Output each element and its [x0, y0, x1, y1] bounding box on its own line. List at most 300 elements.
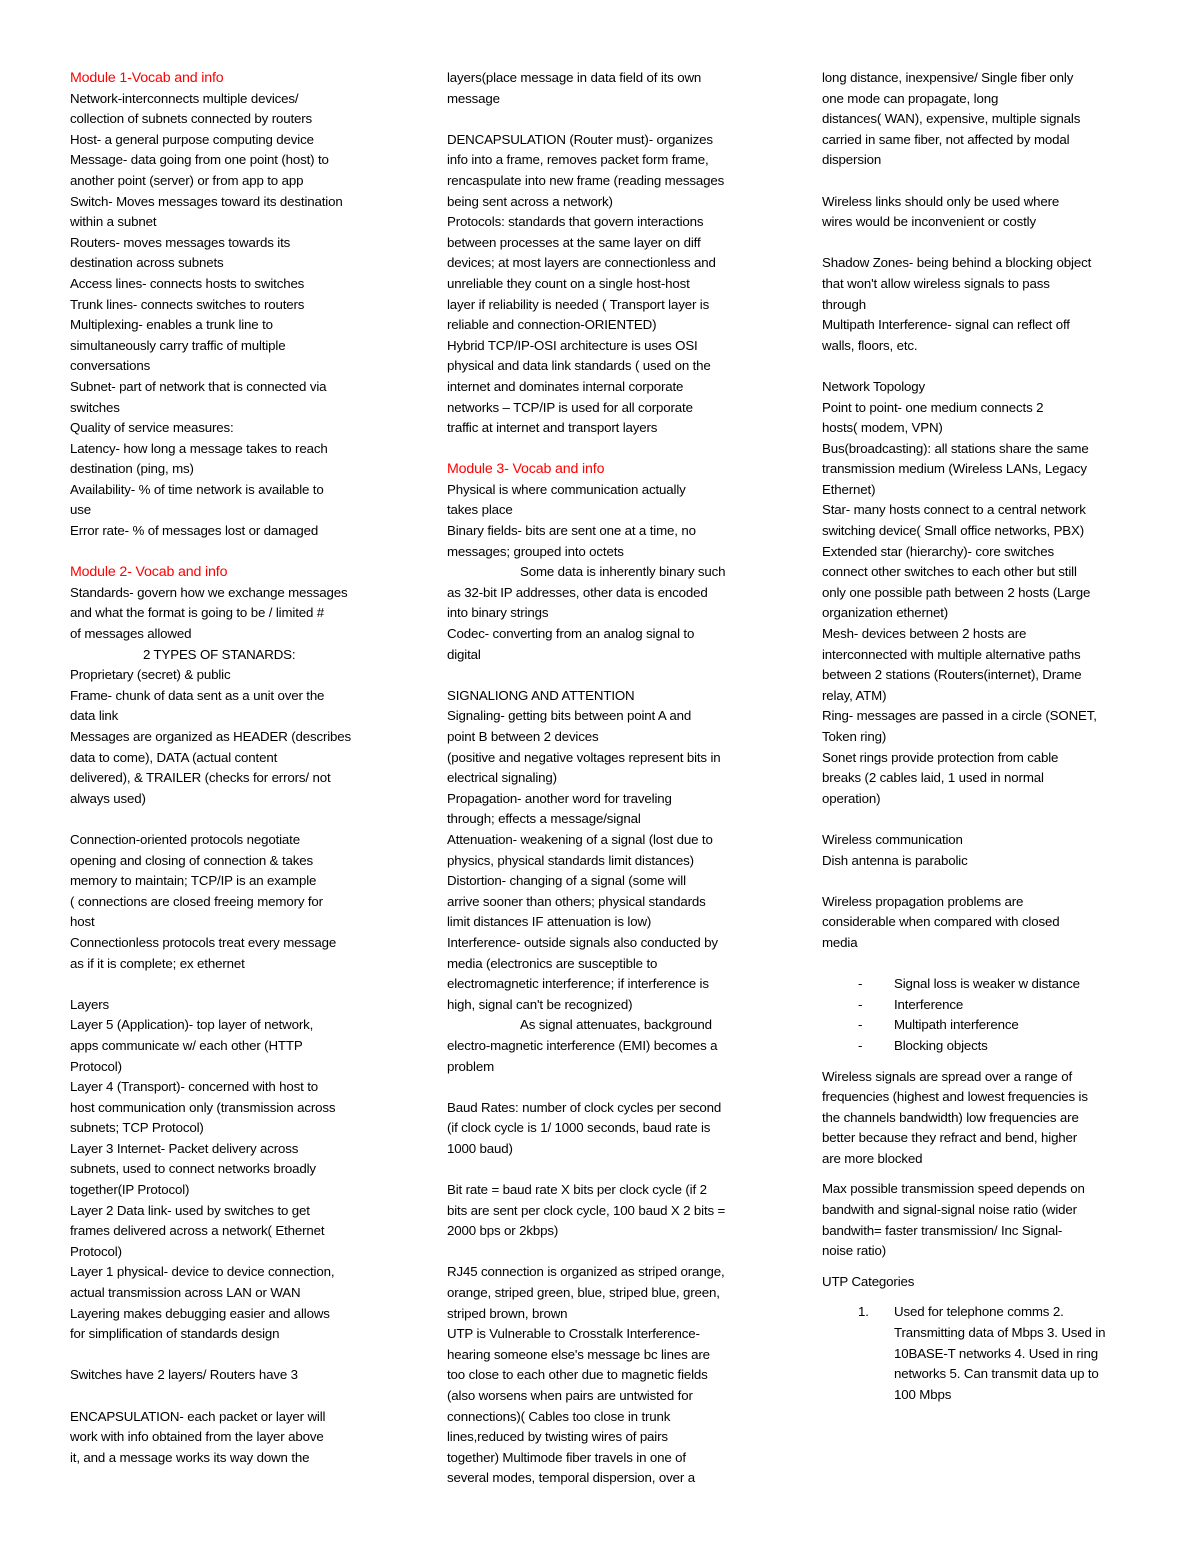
line-text: actual transmission across LAN or WAN	[70, 1285, 301, 1301]
line-text: Frame- chunk of data sent as a unit over the	[70, 687, 325, 703]
text-line	[70, 1159, 390, 1180]
line-text: apps communicate w/ each other (HTTP	[70, 1037, 303, 1053]
line-text: As signal attenuates, background	[520, 1017, 712, 1033]
line-text: Protocols: standards that govern interactions	[447, 214, 704, 230]
text-line	[447, 500, 777, 521]
line-text: host communication only (transmission across	[70, 1099, 336, 1115]
text-line	[822, 1087, 1140, 1108]
line-text: it, and a message works its way down the	[70, 1449, 310, 1465]
text-line	[447, 253, 777, 274]
text-line	[822, 1241, 1140, 1262]
spacer	[822, 954, 1140, 975]
spacer	[70, 542, 390, 563]
line-text: Max possible transmission speed depends on	[822, 1181, 1085, 1197]
line-text: within a subnet	[70, 214, 157, 230]
list-marker: -	[858, 976, 863, 992]
line-text: electromagnetic interference; if interference is	[447, 976, 709, 992]
text-line	[70, 1098, 390, 1119]
text-line	[822, 398, 1140, 419]
line-text: another point (server) or from app to app	[70, 172, 304, 188]
text-line	[70, 459, 390, 480]
line-text: Layer 2 Data link- used by switches to get	[70, 1202, 310, 1218]
line-text: reliable and connection-ORIENTED)	[447, 317, 657, 333]
spacer	[822, 871, 1140, 892]
line-text: opening and closing of connection & takes	[70, 852, 313, 868]
text-line	[70, 315, 390, 336]
line-text: striped brown, brown	[447, 1305, 568, 1321]
text-line	[447, 1324, 777, 1345]
line-text: Ring- messages are passed in a circle (SONET,	[822, 708, 1097, 724]
text-line	[447, 1427, 777, 1448]
line-text: Subnet- part of network that is connected via	[70, 378, 327, 394]
text-line	[822, 253, 1140, 274]
text-line	[447, 150, 777, 171]
line-text: unreliable they count on a single host-host	[447, 275, 690, 291]
column-right	[822, 68, 1140, 1405]
text-line	[822, 912, 1140, 933]
text-line	[447, 748, 777, 769]
line-text: Layer 4 (Transport)- concerned with host to	[70, 1079, 319, 1095]
text-line	[447, 377, 777, 398]
text-line	[822, 480, 1140, 501]
line-text: together(IP Protocol)	[70, 1182, 190, 1198]
text-line	[822, 1149, 1140, 1170]
line-text: Layering makes debugging easier and allows	[70, 1305, 330, 1321]
text-line	[70, 274, 390, 295]
line-text: (if clock cycle is 1/ 1000 seconds, baud rate is	[447, 1120, 711, 1136]
text-line	[70, 356, 390, 377]
text-line	[70, 1221, 390, 1242]
line-text: frequencies (highest and lowest frequencies is	[822, 1089, 1088, 1105]
line-text: Protocol)	[70, 1243, 122, 1259]
line-text: several modes, temporal dispersion, over a	[447, 1470, 695, 1486]
text-line	[70, 1036, 390, 1057]
text-line	[447, 974, 777, 995]
text-line	[70, 768, 390, 789]
text-line	[70, 109, 390, 130]
line-text: Wireless communication	[822, 831, 963, 847]
line-text: Host- a general purpose computing device	[70, 131, 314, 147]
line-text: considerable when compared with closed	[822, 914, 1060, 930]
text-line	[447, 1118, 777, 1139]
line-text: Ethernet)	[822, 481, 876, 497]
line-text: physical and data link standards ( used on the	[447, 358, 711, 374]
line-text: Wireless signals are spread over a range of	[822, 1068, 1073, 1084]
text-line	[822, 851, 1140, 872]
line-text: Multipath Interference- signal can reflect off	[822, 317, 1070, 333]
text-line	[822, 459, 1140, 480]
line-text: into binary strings	[447, 605, 549, 621]
bullet-item	[822, 1015, 1140, 1036]
text-line	[70, 1180, 390, 1201]
text-line	[447, 1015, 777, 1036]
text-line	[447, 521, 777, 542]
text-line	[822, 603, 1140, 624]
spacer	[822, 171, 1140, 192]
line-text: only one possible path between 2 hosts (Large	[822, 584, 1091, 600]
text-line	[447, 706, 777, 727]
line-text: host	[70, 914, 95, 930]
text-line	[447, 1468, 777, 1489]
text-line	[822, 1221, 1140, 1242]
line-text: (also worsens when pairs are untwisted for	[447, 1388, 693, 1403]
line-text: data to come), DATA (actual content	[70, 749, 278, 765]
text-line	[447, 768, 777, 789]
line-text: Physical is where communication actually	[447, 481, 686, 497]
line-text: collection of subnets connected by routers	[70, 111, 313, 127]
text-line	[822, 583, 1140, 604]
text-line	[70, 748, 390, 769]
text-line	[447, 1448, 777, 1469]
text-line	[70, 336, 390, 357]
line-text: through; effects a message/signal	[447, 811, 641, 827]
text-line	[447, 315, 777, 336]
text-line	[822, 336, 1140, 357]
line-text: Layer 3 Internet- Packet delivery across	[70, 1140, 299, 1156]
text-line	[70, 789, 390, 810]
line-text: Error rate- % of messages lost or damaged	[70, 523, 319, 539]
text-line	[822, 439, 1140, 460]
line-text: work with info obtained from the layer above	[70, 1429, 324, 1445]
line-text: Extended star (hierarchy)- core switches	[822, 543, 1054, 559]
text-line	[70, 1077, 390, 1098]
text-line	[822, 1108, 1140, 1129]
line-text: info into a frame, removes packet form frame,	[447, 152, 709, 168]
spacer	[447, 1077, 777, 1098]
line-text: Switches have 2 layers/ Routers have 3	[70, 1367, 298, 1383]
text-line	[447, 1386, 777, 1407]
line-text: delivered), & TRAILER (checks for errors/ not	[70, 770, 331, 786]
line-text: Some data is inherently binary such	[520, 564, 726, 580]
text-line	[447, 274, 777, 295]
text-line	[447, 727, 777, 748]
text-line	[70, 1448, 390, 1469]
line-text: together) Multimode fiber travels in one of	[447, 1449, 686, 1465]
text-line	[822, 500, 1140, 521]
text-line	[822, 1179, 1140, 1200]
text-line	[70, 892, 390, 913]
line-text: takes place	[447, 502, 513, 518]
text-line	[447, 542, 777, 563]
line-text: bits are sent per clock cycle, 100 baud X 2 bits =	[447, 1202, 726, 1218]
text-line	[70, 1057, 390, 1078]
spacer	[822, 1262, 1140, 1272]
text-line	[822, 418, 1140, 439]
line-text: 100 Mbps	[894, 1386, 952, 1402]
line-text: Wireless propagation problems are	[822, 893, 1024, 909]
text-line	[822, 89, 1140, 110]
line-text: Routers- moves messages towards its	[70, 234, 291, 250]
text-line	[70, 830, 390, 851]
line-text: Point to point- one medium connects 2	[822, 399, 1044, 415]
line-text: Propagation- another word for traveling	[447, 790, 672, 806]
text-line	[447, 871, 777, 892]
text-line	[70, 1407, 390, 1428]
line-text: ENCAPSULATION- each packet or layer will	[70, 1408, 326, 1424]
text-line	[70, 1015, 390, 1036]
section-heading	[70, 68, 390, 89]
line-text: Quality of service measures:	[70, 420, 234, 436]
text-line	[70, 871, 390, 892]
line-text: Interference	[894, 996, 964, 1012]
line-text: breaks (2 cables laid, 1 used in normal	[822, 770, 1044, 786]
text-line	[70, 233, 390, 254]
text-line	[447, 171, 777, 192]
text-line	[822, 1200, 1140, 1221]
line-text: too close to each other due to magnetic fields	[447, 1367, 708, 1383]
line-text: networks – TCP/IP is used for all corporate	[447, 399, 693, 415]
line-text: Multipath interference	[894, 1017, 1019, 1033]
spacer	[822, 1292, 1140, 1302]
text-line	[447, 295, 777, 316]
line-text: destination (ping, ms)	[70, 461, 194, 477]
text-line	[70, 954, 390, 975]
line-text: 1000 baud)	[447, 1140, 513, 1156]
line-text: frames delivered across a network( Ethernet	[70, 1223, 325, 1239]
line-text: Module 2- Vocab and info	[70, 564, 228, 581]
text-line	[447, 1283, 777, 1304]
line-text: Layer 1 physical- device to device connection,	[70, 1264, 335, 1280]
line-text: noise ratio)	[822, 1243, 886, 1259]
line-text: operation)	[822, 790, 881, 806]
line-text: (positive and negative voltages represent bits in	[447, 749, 721, 765]
text-line	[822, 1128, 1140, 1149]
line-text: of messages allowed	[70, 626, 192, 642]
text-line	[447, 1201, 777, 1222]
line-text: Access lines- connects hosts to switches	[70, 275, 305, 291]
text-line	[822, 686, 1140, 707]
text-line	[822, 1323, 1140, 1344]
line-text: UTP Categories	[822, 1273, 915, 1289]
text-line	[822, 1344, 1140, 1365]
text-line	[70, 645, 390, 666]
line-text: Wireless links should only be used where	[822, 193, 1060, 209]
line-text: Module 3- Vocab and info	[447, 461, 605, 478]
line-text: between 2 stations (Routers(internet), Drame	[822, 667, 1082, 683]
spacer	[447, 109, 777, 130]
line-text: layers(place message in data field of its own	[447, 70, 702, 85]
line-text: Latency- how long a message takes to reach	[70, 440, 328, 456]
line-text: Signal loss is weaker w distance	[894, 976, 1080, 992]
text-line	[822, 665, 1140, 686]
text-line	[822, 562, 1140, 583]
line-text: Star- many hosts connect to a central network	[822, 502, 1086, 518]
line-text: internet and dominates internal corporate	[447, 378, 684, 394]
text-line	[822, 830, 1140, 851]
line-text: lines,reduced by twisting wires of pairs	[447, 1429, 668, 1445]
line-text: interconnected with multiple alternative paths	[822, 646, 1081, 662]
text-line	[447, 480, 777, 501]
text-line	[447, 1036, 777, 1057]
text-line	[822, 1364, 1140, 1385]
line-text: better because they refract and bend, higher	[822, 1130, 1078, 1146]
line-text: between processes at the same layer on diff	[447, 234, 701, 250]
text-line	[70, 1365, 390, 1386]
line-text: being sent across a network)	[447, 193, 613, 209]
text-line	[447, 1345, 777, 1366]
line-text: rencaspulate into new frame (reading messages	[447, 172, 725, 188]
text-line	[70, 1118, 390, 1139]
section-heading	[70, 562, 390, 583]
text-line	[447, 851, 777, 872]
line-text: electro-magnetic interference (EMI) becomes a	[447, 1037, 718, 1053]
line-text: distances( WAN), expensive, multiple signals	[822, 111, 1081, 127]
line-text: through	[822, 296, 867, 312]
line-text: problem	[447, 1058, 494, 1074]
line-text: Signaling- getting bits between point A and	[447, 708, 692, 724]
line-text: message	[447, 90, 500, 106]
text-line	[822, 1272, 1140, 1293]
line-text: use	[70, 502, 91, 518]
text-line	[70, 171, 390, 192]
line-text: conversations	[70, 358, 151, 374]
bullet-item	[822, 1036, 1140, 1057]
text-line	[70, 521, 390, 542]
line-text: Multiplexing- enables a trunk line to	[70, 317, 273, 333]
text-line	[70, 912, 390, 933]
text-line	[447, 130, 777, 151]
text-line	[70, 933, 390, 954]
text-line	[447, 233, 777, 254]
line-text: messages; grouped into octets	[447, 543, 624, 559]
line-text: 2000 bps or 2kbps)	[447, 1223, 559, 1239]
line-text: bandwith= faster transmission/ Inc Signal-	[822, 1222, 1063, 1238]
line-text: media	[822, 934, 858, 950]
line-text: RJ45 connection is organized as striped orange,	[447, 1264, 725, 1280]
text-line	[70, 1304, 390, 1325]
text-line	[822, 789, 1140, 810]
bullet-item	[822, 995, 1140, 1016]
text-line	[822, 377, 1140, 398]
line-text: and what the format is going to be / limited #	[70, 605, 325, 621]
text-line	[70, 1283, 390, 1304]
line-text: Layer 5 (Application)- top layer of network,	[70, 1017, 314, 1033]
text-line	[447, 583, 777, 604]
text-line	[70, 665, 390, 686]
line-text: Layers	[70, 996, 110, 1012]
text-line	[70, 150, 390, 171]
line-text: walls, floors, etc.	[822, 337, 918, 353]
text-line	[822, 192, 1140, 213]
line-text: Binary fields- bits are sent one at a time, no	[447, 523, 696, 539]
text-line	[70, 1139, 390, 1160]
line-text: relay, ATM)	[822, 687, 887, 703]
text-line	[447, 830, 777, 851]
line-text: point B between 2 devices	[447, 729, 599, 744]
text-line	[70, 583, 390, 604]
text-line	[70, 995, 390, 1016]
text-line	[447, 192, 777, 213]
line-text: that won't allow wireless signals to pass	[822, 275, 1050, 291]
text-line	[447, 603, 777, 624]
line-text: Trunk lines- connects switches to routers	[70, 296, 305, 312]
column-middle	[447, 68, 777, 1489]
line-text: subnets; TCP Protocol)	[70, 1120, 204, 1136]
spacer	[447, 1242, 777, 1263]
line-text: Connection-oriented protocols negotiate	[70, 831, 300, 847]
line-text: 2 TYPES OF STANARDS:	[143, 646, 296, 662]
text-line	[70, 1262, 390, 1283]
line-text: devices; at most layers are connectionless and	[447, 255, 716, 271]
line-text: bandwith and signal-signal noise ratio (wider	[822, 1202, 1077, 1218]
line-text: always used)	[70, 790, 146, 806]
text-line	[822, 706, 1140, 727]
line-text: Baud Rates: number of clock cycles per second	[447, 1099, 722, 1115]
text-line	[70, 1201, 390, 1222]
text-line	[70, 500, 390, 521]
line-text: simultaneously carry traffic of multiple	[70, 337, 286, 353]
spacer	[447, 665, 777, 686]
text-line	[822, 892, 1140, 913]
text-line	[822, 150, 1140, 171]
spacer	[70, 809, 390, 830]
line-text: networks 5. Can transmit data up to	[894, 1366, 1099, 1382]
text-line	[70, 418, 390, 439]
text-line	[822, 315, 1140, 336]
text-line	[822, 212, 1140, 233]
text-line	[447, 892, 777, 913]
line-text: UTP is Vulnerable to Crosstalk Interference-	[447, 1326, 700, 1342]
text-line	[447, 933, 777, 954]
text-line	[447, 1365, 777, 1386]
spacer	[70, 1345, 390, 1366]
spacer	[822, 1169, 1140, 1179]
line-text: subnets, used to connect networks broadly	[70, 1161, 316, 1177]
text-line	[70, 130, 390, 151]
line-text: as if it is complete; ex ethernet	[70, 955, 245, 971]
section-heading	[447, 459, 777, 480]
line-text: are more blocked	[822, 1150, 923, 1166]
text-line	[822, 1067, 1140, 1088]
spacer	[70, 1386, 390, 1407]
list-marker: 1.	[858, 1304, 869, 1320]
text-line	[447, 954, 777, 975]
spacer	[70, 974, 390, 995]
text-line	[70, 89, 390, 110]
line-text: 10BASE-T networks 4. Used in ring	[894, 1345, 1098, 1361]
line-text: Switch- Moves messages toward its destination	[70, 193, 343, 209]
text-line	[447, 562, 777, 583]
text-line	[822, 274, 1140, 295]
line-text: Attenuation- weakening of a signal (lost due to	[447, 831, 713, 847]
line-text: hearing someone else's message bc lines are	[447, 1346, 710, 1362]
line-text: connect other switches to each other but still	[822, 564, 1077, 580]
line-text: one mode can propagate, long	[822, 90, 999, 106]
text-line	[70, 851, 390, 872]
text-line	[447, 398, 777, 419]
text-line	[70, 686, 390, 707]
text-line	[447, 68, 777, 89]
line-text: wires would be inconvenient or costly	[822, 214, 1036, 230]
line-text: Connectionless protocols treat every message	[70, 934, 337, 950]
list-marker: -	[858, 1037, 863, 1053]
text-line	[70, 603, 390, 624]
line-text: organization ethernet)	[822, 605, 949, 621]
text-line	[70, 398, 390, 419]
line-text: high, signal can't be recognized)	[447, 996, 633, 1012]
line-text: Availability- % of time network is available to	[70, 481, 324, 497]
line-text: physics, physical standards limit distances)	[447, 852, 694, 868]
line-text: Sonet rings provide protection from cable	[822, 749, 1059, 765]
text-line	[447, 89, 777, 110]
text-line	[822, 295, 1140, 316]
spacer	[822, 1057, 1140, 1067]
line-text: Proprietary (secret) & public	[70, 667, 231, 683]
text-line	[70, 706, 390, 727]
line-text: Blocking objects	[894, 1037, 988, 1053]
text-line	[447, 1180, 777, 1201]
text-line	[447, 1098, 777, 1119]
